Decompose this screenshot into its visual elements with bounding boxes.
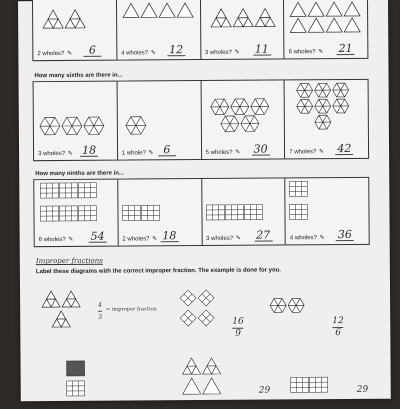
grid-diagram xyxy=(285,178,369,227)
pencil-icon: ✎ xyxy=(67,150,73,157)
question-label: 6 wholes? ✎ xyxy=(288,49,324,56)
pencil-icon: ✎ xyxy=(152,236,158,243)
hexagon-pair-diagram xyxy=(268,295,328,339)
instruction-text: Label these diagrams with the correct improper fraction. The example is done for you. xyxy=(35,267,281,276)
sixths-cell-1 xyxy=(34,82,118,161)
answer-handwritten-3[interactable]: 29 xyxy=(258,385,271,396)
answer-field[interactable]: 42 xyxy=(337,141,352,156)
thirds-table xyxy=(32,0,368,61)
answer-field[interactable]: 12 xyxy=(169,43,184,57)
question-label: 1 whole? ✎ xyxy=(121,150,154,157)
example-fraction: 4 3 xyxy=(98,301,103,321)
pencil-icon: ✎ xyxy=(318,49,324,56)
answer-fraction-2[interactable]: 12 6 xyxy=(332,316,344,339)
pencil-icon: ✎ xyxy=(67,50,73,57)
ninths-table xyxy=(33,177,369,247)
question-label: 5 wholes? ✎ xyxy=(205,149,241,156)
shaded-grid-diagram xyxy=(65,359,105,409)
answer-field[interactable]: 18 xyxy=(162,229,177,243)
sixths-table xyxy=(33,79,370,161)
ninths-cell-4 xyxy=(285,178,368,245)
pencil-icon: ✎ xyxy=(148,150,154,157)
answer-field[interactable]: 6 xyxy=(158,145,176,156)
question-label: 2 wholes? ✎ xyxy=(37,50,73,58)
answer-field[interactable]: 18 xyxy=(82,143,97,157)
question-label: 3 wholes? ✎ xyxy=(206,235,241,242)
pencil-icon: ✎ xyxy=(318,149,325,156)
square-grid-diagram xyxy=(170,288,230,338)
answer-fraction-1[interactable]: 16 9 xyxy=(232,316,244,339)
sixths-cell-2 xyxy=(117,81,201,160)
ninths-cell-3 xyxy=(202,178,286,245)
triangle-diagram xyxy=(284,0,368,34)
thirds-cell-1 xyxy=(33,0,117,60)
example-note: = improper fraction xyxy=(106,306,157,313)
question-label: 7 wholes? ✎ xyxy=(289,149,325,156)
answer-field[interactable]: 54 xyxy=(90,229,105,243)
hexagon-diagram xyxy=(117,81,201,142)
answer-handwritten-4[interactable]: 29 xyxy=(356,384,369,395)
thirds-cell-4 xyxy=(284,0,367,58)
pencil-icon: ✎ xyxy=(150,50,156,57)
answer-field[interactable]: 27 xyxy=(256,228,271,242)
question-label: 6 wholes? ✎ xyxy=(38,236,74,244)
ninths-cell-2 xyxy=(118,179,202,246)
pencil-icon: ✎ xyxy=(319,235,325,242)
thirds-cell-2 xyxy=(117,0,201,60)
ninths-heading: How many ninths are there in... xyxy=(35,170,124,178)
question-label: 3 wholes? ✎ xyxy=(38,150,73,158)
triangle-diagram xyxy=(33,0,117,36)
hexagon-diagram xyxy=(34,82,118,143)
answer-field[interactable]: 30 xyxy=(253,142,268,156)
question-label: 2 wholes? ✎ xyxy=(122,236,158,243)
pencil-icon: ✎ xyxy=(235,149,241,156)
pencil-icon: ✎ xyxy=(234,49,240,56)
triangle-diagram xyxy=(200,0,284,35)
grid-diagram xyxy=(118,179,202,228)
question-label: 4 wholes? ✎ xyxy=(289,235,325,242)
ninths-cell-1 xyxy=(34,180,118,247)
question-label: 3 wholes? ✎ xyxy=(204,49,240,56)
answer-field[interactable]: 21 xyxy=(338,41,353,56)
answer-field[interactable]: 6 xyxy=(83,46,101,57)
pencil-icon: ✎ xyxy=(68,236,74,243)
hexagon-diagram xyxy=(285,80,369,141)
question-label: 4 wholes? ✎ xyxy=(121,50,156,57)
sixths-heading: How many sixths are there in... xyxy=(34,72,123,80)
thirds-cell-3 xyxy=(200,0,284,59)
answer-field[interactable]: 36 xyxy=(337,227,352,242)
grid-diagram xyxy=(202,178,286,227)
sixths-cell-4 xyxy=(285,80,368,159)
triangle-row-diagram xyxy=(180,356,240,406)
triangle-diagram xyxy=(117,0,201,36)
pencil-icon: ✎ xyxy=(235,235,241,242)
sixths-cell-3 xyxy=(201,80,285,159)
hexagon-diagram xyxy=(201,80,285,141)
section-title: Improper fractions xyxy=(35,256,103,266)
worksheet-page xyxy=(18,0,391,401)
grid-diagram xyxy=(34,180,118,229)
answer-field[interactable]: 11 xyxy=(254,42,269,56)
